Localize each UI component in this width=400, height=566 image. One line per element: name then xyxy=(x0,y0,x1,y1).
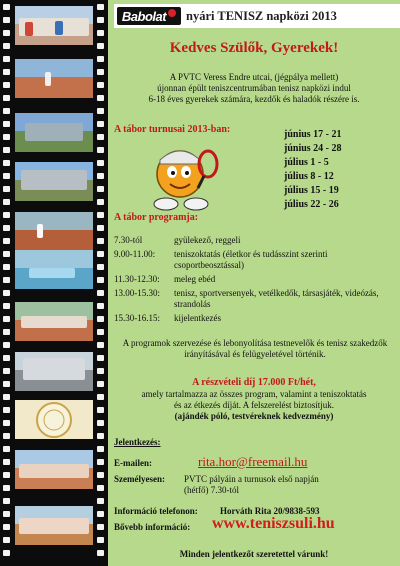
film-hole xyxy=(97,277,104,283)
film-hole xyxy=(97,342,104,348)
turn-date: július 8 - 12 xyxy=(284,171,334,182)
film-hole xyxy=(97,95,104,101)
film-hole xyxy=(3,550,10,556)
film-hole xyxy=(97,121,104,127)
film-hole xyxy=(97,4,104,10)
inperson-line: (hétfő) 7.30-tól xyxy=(184,485,239,495)
film-hole xyxy=(3,212,10,218)
turn-date: június 17 - 21 xyxy=(284,129,342,140)
film-hole xyxy=(3,108,10,114)
film-hole xyxy=(97,17,104,23)
film-hole xyxy=(97,485,104,491)
film-hole xyxy=(97,303,104,309)
film-hole xyxy=(3,303,10,309)
intro-line: 6-18 éves gyerekek számára, kezdők és haladók részére is. xyxy=(148,94,360,104)
film-hole xyxy=(3,199,10,205)
more-info-label: Bővebb információ: xyxy=(114,522,191,532)
film-hole xyxy=(97,368,104,374)
poster-panel xyxy=(108,0,400,566)
program-activity: kijelentkezés xyxy=(174,313,221,323)
fee-line: amely tartalmazza az összes program, valamint a teniszoktatás xyxy=(141,389,367,399)
program-heading: A tábor programja: xyxy=(114,212,199,223)
phone-label: Információ telefonon: xyxy=(114,506,198,516)
turn-date: július 15 - 19 xyxy=(284,185,339,196)
film-hole xyxy=(3,95,10,101)
film-hole xyxy=(97,329,104,335)
photo-clay-court xyxy=(15,212,93,251)
film-hole xyxy=(3,238,10,244)
film-hole xyxy=(3,524,10,530)
program-time: 7.30-tól xyxy=(114,235,143,245)
film-hole xyxy=(97,355,104,361)
photo-venue-entrance xyxy=(15,352,93,391)
film-hole xyxy=(3,69,10,75)
film-hole xyxy=(97,407,104,413)
film-hole xyxy=(3,394,10,400)
fee-gift: (ajándék póló, testvéreknek kedvezmény) xyxy=(174,411,334,421)
program-row xyxy=(114,313,394,324)
signup-heading: Jelentkezés: xyxy=(114,437,161,447)
intro-text xyxy=(108,72,400,105)
program-time: 15.30-16.15: xyxy=(114,313,160,323)
film-hole xyxy=(3,30,10,36)
photo-court-players xyxy=(15,59,93,98)
film-hole xyxy=(3,134,10,140)
film-hole xyxy=(97,108,104,114)
film-hole xyxy=(97,30,104,36)
film-hole xyxy=(97,160,104,166)
turn-dates-list xyxy=(284,128,394,212)
film-hole xyxy=(97,186,104,192)
film-hole xyxy=(3,355,10,361)
film-hole xyxy=(97,82,104,88)
film-hole xyxy=(97,251,104,257)
film-hole xyxy=(3,316,10,322)
film-hole xyxy=(97,56,104,62)
program-row xyxy=(114,274,394,285)
film-hole xyxy=(97,498,104,504)
film-hole xyxy=(3,459,10,465)
film-hole xyxy=(3,160,10,166)
film-hole xyxy=(97,511,104,517)
film-hole xyxy=(97,147,104,153)
film-hole xyxy=(3,225,10,231)
tennis-ball-mascot-icon xyxy=(142,136,220,214)
phone-value: Horváth Rita 20/9838-593 xyxy=(220,506,320,516)
film-hole xyxy=(3,4,10,10)
film-perforations-right xyxy=(97,0,105,566)
inperson-label: Személyesen: xyxy=(114,474,165,484)
film-hole xyxy=(97,459,104,465)
film-hole xyxy=(97,433,104,439)
greeting: Kedves Szülők, Gyerekek! xyxy=(169,40,339,56)
film-hole xyxy=(97,394,104,400)
film-hole xyxy=(3,368,10,374)
photo-kids-group-3 xyxy=(15,506,93,545)
film-hole xyxy=(97,264,104,270)
film-hole xyxy=(3,82,10,88)
program-time: 9.00-11.00: xyxy=(114,249,156,259)
film-hole xyxy=(97,199,104,205)
intro-line: újonnan épült teniszcentrumában tenisz napközi indul xyxy=(157,83,351,93)
film-hole xyxy=(3,407,10,413)
photo-pool xyxy=(15,250,93,289)
turns-heading: A tábor turnusai 2013-ban: xyxy=(114,124,231,135)
program-activity: gyülekező, reggeli xyxy=(174,235,241,245)
program-row xyxy=(114,288,394,310)
film-hole xyxy=(97,238,104,244)
photo-group-kids xyxy=(15,6,93,45)
fee-price: A részvételi díj 17.000 Ft/hét, xyxy=(192,377,316,388)
program-time: 13.00-15.30: xyxy=(114,288,160,298)
film-hole xyxy=(3,342,10,348)
film-hole xyxy=(97,524,104,530)
inperson-line: PVTC pályáin a turnusok első napján xyxy=(184,474,319,484)
film-hole xyxy=(97,537,104,543)
film-hole xyxy=(3,251,10,257)
turn-date: június 24 - 28 xyxy=(284,143,342,154)
film-hole xyxy=(3,472,10,478)
photo-filmstrip xyxy=(0,0,108,566)
program-activity: tenisz, sportversenyek, vetélkedők, társasjáték, videózás, strandolás xyxy=(174,288,379,309)
tennis-ball-icon xyxy=(168,9,176,17)
film-hole xyxy=(3,498,10,504)
program-time: 11.30-12.30: xyxy=(114,274,160,284)
babolat-logo xyxy=(117,7,181,25)
closing-text: Minden jelentkezőt szeretettel várunk! xyxy=(179,549,329,559)
organizer-text: A programok szervezése és lebonyolítása testnevelők és tenisz szakedzők irányításával és felügyeletével történik. xyxy=(122,338,388,359)
film-hole xyxy=(3,186,10,192)
photo-building-exterior xyxy=(15,162,93,201)
film-hole xyxy=(97,446,104,452)
brand-text: Babolat xyxy=(121,8,167,24)
fee-line: és az étkezés díját. A felszerelést biztosítjuk. xyxy=(174,400,334,410)
film-hole xyxy=(3,290,10,296)
film-hole xyxy=(3,329,10,335)
film-hole xyxy=(97,472,104,478)
photo-tennis-centre-building xyxy=(15,113,93,152)
film-hole xyxy=(97,381,104,387)
film-hole xyxy=(97,173,104,179)
film-hole xyxy=(3,446,10,452)
photo-club-logo xyxy=(15,400,93,439)
program-activity: meleg ebéd xyxy=(174,274,216,284)
photo-kids-group-2 xyxy=(15,450,93,489)
intro-line: A PVTC Veress Endre utcai, (jégpálya mellett) xyxy=(169,72,339,82)
email-label: E-mailen: xyxy=(114,458,152,468)
film-hole xyxy=(3,173,10,179)
film-perforations-left xyxy=(3,0,11,566)
turn-date: július 22 - 26 xyxy=(284,199,339,210)
header-bar xyxy=(114,4,400,28)
film-hole xyxy=(3,264,10,270)
film-hole xyxy=(97,316,104,322)
film-hole xyxy=(3,433,10,439)
inperson-text xyxy=(184,474,394,496)
film-hole xyxy=(97,225,104,231)
program-row xyxy=(114,235,394,246)
header-title: nyári TENISZ napközi 2013 xyxy=(186,8,337,23)
photo-kids-on-court xyxy=(15,302,93,341)
film-hole xyxy=(97,134,104,140)
film-hole xyxy=(3,485,10,491)
film-hole xyxy=(97,212,104,218)
turn-date: július 1 - 5 xyxy=(284,157,329,168)
film-hole xyxy=(3,121,10,127)
film-hole xyxy=(3,420,10,426)
film-hole xyxy=(3,511,10,517)
email-link[interactable]: rita.hor@freemail.hu xyxy=(198,454,308,469)
film-hole xyxy=(3,537,10,543)
film-hole xyxy=(97,290,104,296)
film-hole xyxy=(97,43,104,49)
film-hole xyxy=(3,277,10,283)
fee-block xyxy=(108,377,400,422)
film-hole xyxy=(3,147,10,153)
film-hole xyxy=(3,56,10,62)
film-hole xyxy=(97,420,104,426)
film-hole xyxy=(97,550,104,556)
website-link[interactable]: www.teniszsuli.hu xyxy=(212,515,335,532)
film-hole xyxy=(3,381,10,387)
program-activity: teniszoktatás (életkor és tudásszint szerinti csoportbeosztással) xyxy=(174,249,328,270)
program-row xyxy=(114,249,394,271)
film-hole xyxy=(3,43,10,49)
film-hole xyxy=(97,69,104,75)
film-hole xyxy=(3,17,10,23)
